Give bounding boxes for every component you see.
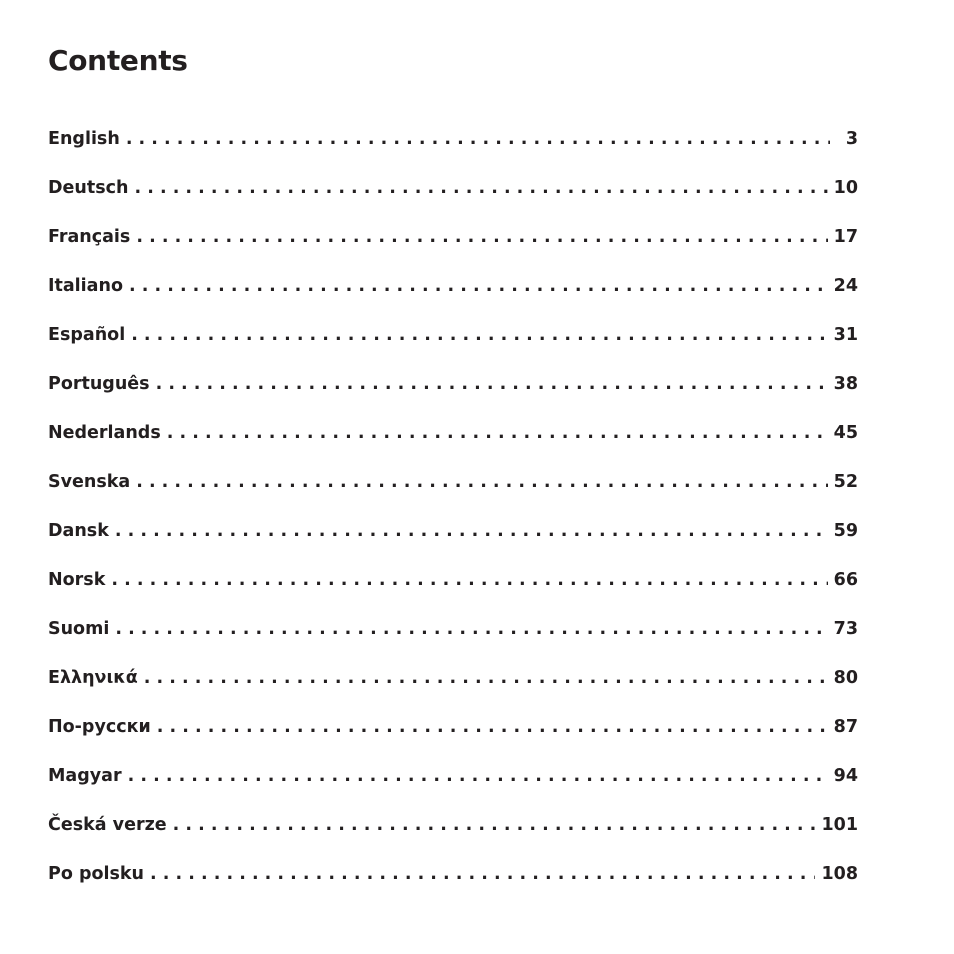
toc-entry-label: Svenska bbox=[48, 472, 131, 492]
toc-entry-label: English bbox=[48, 129, 120, 149]
toc-entry-label: Nederlands bbox=[48, 423, 161, 443]
toc-entry-page-number: 3 bbox=[845, 129, 858, 149]
dot-leader bbox=[131, 319, 827, 351]
toc-entry-label: Deutsch bbox=[48, 178, 129, 198]
dot-leader bbox=[115, 613, 827, 645]
dot-leader bbox=[167, 417, 828, 449]
toc-entry-page-number: 45 bbox=[833, 423, 858, 443]
toc-entry-page-number: 10 bbox=[833, 178, 858, 198]
dot-leader bbox=[136, 221, 827, 253]
toc-entry-label: Česká verze bbox=[48, 815, 167, 835]
toc-entry-label: Français bbox=[48, 227, 131, 247]
toc-entry-page-number: 101 bbox=[821, 815, 858, 835]
toc-entry-english[interactable] bbox=[48, 123, 858, 172]
dot-leader bbox=[173, 809, 816, 841]
dot-leader bbox=[134, 172, 827, 204]
toc-entry-page-number: 52 bbox=[833, 472, 858, 492]
dot-leader bbox=[129, 270, 828, 302]
toc-entry-po-polsku[interactable] bbox=[48, 858, 858, 907]
table-of-contents bbox=[48, 123, 858, 907]
toc-entry-label: Po polsku bbox=[48, 864, 145, 884]
toc-entry-label: Ελληνικά bbox=[48, 668, 138, 688]
toc-entry-francais[interactable] bbox=[48, 221, 858, 270]
toc-entry-label: Italiano bbox=[48, 276, 123, 296]
toc-entry-svenska[interactable] bbox=[48, 466, 858, 515]
toc-entry-deutsch[interactable] bbox=[48, 172, 858, 221]
dot-leader bbox=[157, 711, 828, 743]
dot-leader bbox=[156, 368, 828, 400]
toc-entry-page-number: 94 bbox=[833, 766, 858, 786]
dot-leader bbox=[150, 858, 815, 890]
toc-entry-dansk[interactable] bbox=[48, 515, 858, 564]
toc-entry-label: Suomi bbox=[48, 619, 110, 639]
toc-entry-label: Español bbox=[48, 325, 126, 345]
toc-entry-page-number: 108 bbox=[821, 864, 858, 884]
dot-leader bbox=[136, 466, 827, 498]
toc-entry-espanol[interactable] bbox=[48, 319, 858, 368]
toc-entry-ellinika[interactable] bbox=[48, 662, 858, 711]
dot-leader bbox=[128, 760, 828, 792]
toc-entry-italiano[interactable] bbox=[48, 270, 858, 319]
toc-entry-page-number: 80 bbox=[833, 668, 858, 688]
toc-entry-po-russki[interactable] bbox=[48, 711, 858, 760]
toc-entry-label: Magyar bbox=[48, 766, 122, 786]
toc-entry-page-number: 38 bbox=[833, 374, 858, 394]
toc-entry-label: Dansk bbox=[48, 521, 109, 541]
dot-leader bbox=[144, 662, 828, 694]
toc-entry-label: Português bbox=[48, 374, 150, 394]
toc-entry-page-number: 73 bbox=[833, 619, 858, 639]
toc-entry-label: По-русски bbox=[48, 717, 151, 737]
toc-entry-label: Norsk bbox=[48, 570, 106, 590]
dot-leader bbox=[115, 515, 828, 547]
toc-entry-nederlands[interactable] bbox=[48, 417, 858, 466]
toc-entry-page-number: 17 bbox=[833, 227, 858, 247]
page-title: Contents bbox=[48, 44, 188, 77]
toc-entry-page-number: 87 bbox=[833, 717, 858, 737]
toc-entry-norsk[interactable] bbox=[48, 564, 858, 613]
toc-entry-page-number: 59 bbox=[833, 521, 858, 541]
toc-entry-page-number: 66 bbox=[833, 570, 858, 590]
dot-leader bbox=[111, 564, 827, 596]
toc-entry-ceska-verze[interactable] bbox=[48, 809, 858, 858]
toc-entry-suomi[interactable] bbox=[48, 613, 858, 662]
toc-entry-page-number: 31 bbox=[833, 325, 858, 345]
toc-entry-page-number: 24 bbox=[833, 276, 858, 296]
toc-entry-portugues[interactable] bbox=[48, 368, 858, 417]
toc-entry-magyar[interactable] bbox=[48, 760, 858, 809]
dot-leader bbox=[126, 123, 830, 155]
